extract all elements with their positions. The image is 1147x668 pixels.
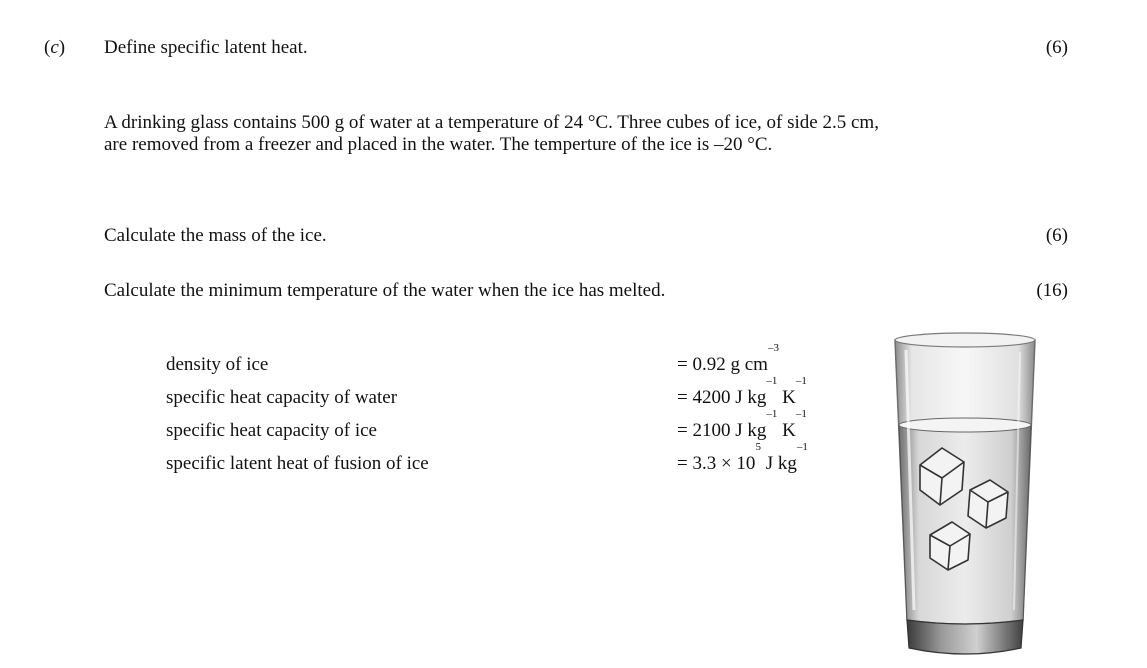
data-value-shc-ice: = 2100 J $kg^{-1}$ $K^{-1}$ — [677, 408, 807, 441]
data-label-shc-water: specific heat capacity of water — [166, 387, 398, 408]
temperature-question: Calculate the minimum temperature of the water when the ice has melted. — [104, 280, 666, 301]
data-value-density: = 0.92 g $cm^{-3}$ — [677, 342, 779, 375]
temperature-marks: (16) — [1036, 280, 1068, 301]
define-question: Define specific latent heat. — [104, 37, 308, 58]
glass-base — [907, 620, 1023, 654]
data-label-shc-ice: specific heat capacity of ice — [166, 420, 377, 441]
scenario-paragraph: A drinking glass contains 500 g of water at a temperature of 24 °C. Three cubes of ice, of side 2.5 cm, are removed from a freezer and placed in the water. The temperture of the ice is –20 °C. — [104, 112, 879, 155]
glass-of-water-with-ice-illustration — [890, 330, 1040, 660]
question-part-letter: c — [50, 37, 59, 58]
define-marks: (6) — [1045, 37, 1068, 58]
data-label-latent-heat: specific latent heat of fusion of ice — [166, 453, 429, 474]
question-part-label: (c) — [44, 37, 66, 58]
data-value-latent-heat: = $3.3 \times 10^5$ J $kg^{-1}$ — [677, 441, 808, 474]
mass-marks: (6) — [1045, 225, 1068, 246]
glass-rim — [895, 333, 1035, 347]
water — [899, 421, 1031, 625]
mass-question: Calculate the mass of the ice. — [104, 225, 327, 246]
data-label-density: density of ice — [166, 354, 269, 375]
water-surface — [899, 418, 1031, 432]
data-value-shc-water: = 4200 J $kg^{-1}$ $K^{-1}$ — [677, 375, 807, 408]
